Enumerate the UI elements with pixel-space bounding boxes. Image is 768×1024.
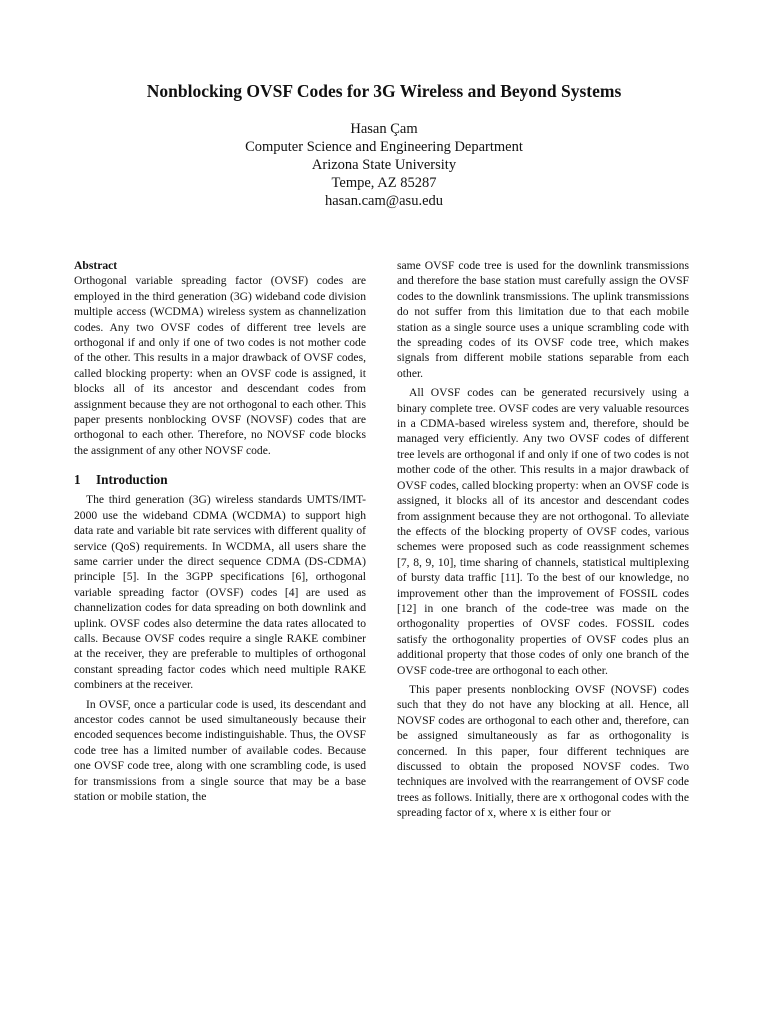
author-email: hasan.cam@asu.edu: [324, 193, 444, 209]
left-column: [74, 258, 366, 804]
author-name: Hasan Çam: [350, 121, 418, 137]
right-paragraph-3: This paper presents nonblocking OVSF (NOVSF) codes such that they do not have any blocking at all. Hence, all NOVSF codes are orthogonal to each other and, therefore, can be assigned simultaneously as far as orthogonality is concerned. In this paper, four different techniques are discussed to obtain the proposed NOVSF codes. Two techniques are involved with the rearrangement of OVSF code trees as follows. Initially, there are x orthogonal codes with the spreading factor of x, where x is either four or: [397, 682, 689, 820]
right-column: [397, 258, 689, 821]
author-university: Arizona State University: [311, 157, 457, 173]
author-location: Tempe, AZ 85287: [331, 175, 437, 191]
author-block: [0, 120, 768, 210]
right-paragraph-1: same OVSF code tree is used for the downlink transmissions and therefore the base station must carefully assign the OVSF codes to the downlink transmissions. The uplink transmissions do not suffer from this limitation due to that each mobile station as a single source uses a unique scrambling code with the spreading codes of its OVSF code tree, which makes signals from different mobile stations separable from each other.: [397, 259, 689, 380]
intro-paragraph-2: In OVSF, once a particular code is used, its descendant and ancestor codes cannot be used simultaneously because their encoded sequences become indistinguishable. Thus, the OVSF code tree has a limited number of available codes. Because one OVSF code tree, along with one scrambling code, is used for transmissions from a single source that may be a base station or mobile station, the: [74, 697, 366, 803]
right-paragraph-2: All OVSF codes can be generated recursively using a binary complete tree. OVSF codes are very valuable resources in a CDMA-based wireless system and, therefore, should be managed very efficiently. Any two OVSF codes of different tree levels are orthogonal if and only if one of two codes is not mother code of the other. This results in a major drawback of OVSF codes, called blocking property: when an OVSF code is assigned, it blocks all of its ancestor and descendant codes from assignment because they are not orthogonal. To alleviate the effects of the blocking property of OVSF codes, various schemes were proposed such as code reassignment schemes [7, 8, 9, 10], time sharing of channels, statistical multiplexing of bursty data traffic [11]. To the best of our knowledge, no improvement other than the improvement of FOSSIL codes [12] in one branch of the code-tree was made on the orthogonality properties of OVSF codes. FOSSIL codes satisfy the orthogonality properties of OVSF codes plus an additional property that those codes of only one branch of the OVSF code-tree are orthogonal to each other.: [397, 386, 689, 677]
section-number: 1: [74, 472, 81, 488]
abstract-heading: Abstract: [74, 259, 118, 272]
author-department: Computer Science and Engineering Department: [245, 139, 523, 155]
paper-title: Nonblocking OVSF Codes for 3G Wireless and Beyond Systems: [146, 81, 622, 101]
section-title: Introduction: [96, 472, 168, 488]
section-heading: [74, 472, 366, 488]
abstract-text: Orthogonal variable spreading factor (OVSF) codes are employed in the third generation (3G) wideband code division multiple access (WCDMA) wireless system as channelization codes. Any two OVSF codes of different tree levels are orthogonal if and only if one of two codes is not mother code of the other. This results in a major drawback of OVSF codes, called blocking property: when an OVSF code is assigned, it blocks all of its ancestor and descendant codes from assignment because they are not orthogonal to each other. This paper presents nonblocking OVSF (NOVSF) codes that are orthogonal to each other. Therefore, no NOVSF code blocks the assignment of any other NOVSF code.: [74, 274, 366, 457]
intro-paragraph-1: The third generation (3G) wireless standards UMTS/IMT-2000 use the wideband CDMA (WCDMA) to support high data rate and variable bit rate services with different quality of service (QoS) requirements. In WCDMA, all users share the same carrier under the direct sequence CDMA (DS-CDMA) principle [5]. In the 3GPP specifications [6], orthogonal variable spreading factor (OVSF) codes [4] are used as channelization codes for data spreading on both downlink and uplink. OVSF codes also determine the data rates allocated to calls. Because OVSF codes require a single RAKE combiner at the receiver, they are preferable to multiples of orthogonal constant spreading factor codes which need multiple RAKE combiners at the receiver.: [74, 493, 366, 692]
